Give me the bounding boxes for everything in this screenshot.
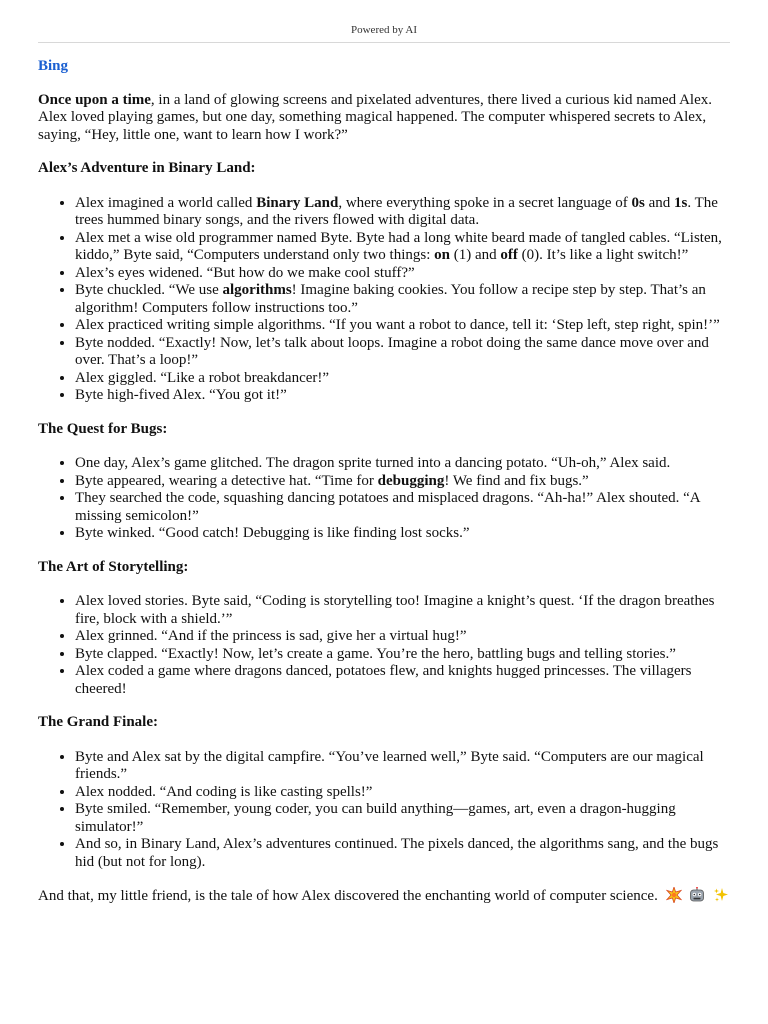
list-item-text: and bbox=[644, 194, 675, 211]
bullet-list bbox=[38, 455, 730, 543]
list-item-text: Byte winked. “Good catch! Debugging is like finding lost socks.” bbox=[75, 525, 470, 541]
sparkles-icon bbox=[713, 887, 729, 903]
list-item-text: They searched the code, squashing dancing potatoes and misplaced dragons. “Ah-ha!” Alex shouted. “A missing semicolon!” bbox=[75, 490, 700, 524]
list-item bbox=[75, 646, 730, 664]
emphasized-term: Binary Land bbox=[256, 194, 339, 211]
intro-paragraph bbox=[38, 92, 730, 145]
list-item bbox=[75, 230, 730, 265]
list-item bbox=[75, 525, 730, 543]
list-item bbox=[75, 593, 730, 628]
list-item bbox=[75, 282, 730, 317]
list-item bbox=[75, 749, 730, 784]
intro-lead: Once upon a time bbox=[38, 91, 151, 108]
list-item bbox=[75, 663, 730, 698]
list-item-text: And so, in Binary Land, Alex’s adventures continued. The pixels danced, the algorithms sang, and the bugs hid (but not for long). bbox=[75, 836, 719, 870]
emphasized-term: 1s bbox=[674, 194, 688, 211]
list-item bbox=[75, 265, 730, 283]
list-item-text: Byte nodded. “Exactly! Now, let’s talk about loops. Imagine a robot doing the same dance move over and over. That’s a loop!” bbox=[75, 334, 709, 368]
list-item-text: One day, Alex’s game glitched. The dragon sprite turned into a dancing potato. “Uh-oh,” Alex said. bbox=[75, 455, 671, 471]
emphasized-term: 0s bbox=[631, 194, 645, 211]
emphasized-term: debugging bbox=[377, 472, 445, 489]
list-item-text: Alex imagined a world called bbox=[75, 194, 257, 211]
list-item bbox=[75, 387, 730, 405]
list-item-text: ! We find and fix bugs.” bbox=[444, 472, 589, 489]
closing-paragraph bbox=[38, 887, 730, 906]
section-heading: Alex’s Adventure in Binary Land: bbox=[38, 160, 256, 176]
section-heading: The Quest for Bugs: bbox=[38, 420, 168, 437]
list-item-text: ! Imagine baking cookies. You follow a recipe step by step. That’s an algorithm! Computers follow instructions too.” bbox=[75, 282, 706, 316]
list-item-text: Byte clapped. “Exactly! Now, let’s create a game. You’re the hero, battling bugs and telling stories.” bbox=[75, 645, 676, 662]
list-item-text: Alex grinned. “And if the princess is sad, give her a virtual hug!” bbox=[75, 628, 467, 644]
closing-text: And that, my little friend, is the tale of how Alex discovered the enchanting world of computer science. bbox=[38, 888, 658, 904]
article bbox=[38, 58, 730, 922]
list-item-text: Alex’s eyes widened. “But how do we make cool stuff?” bbox=[75, 264, 415, 281]
list-item-text: Alex coded a game where dragons danced, potatoes flew, and knights hugged princesses. The villagers cheered! bbox=[75, 663, 692, 697]
list-item-text: Alex met a wise old programmer named Byte. Byte had a long white beard made of tangled cables. “Listen, kiddo,” Byte said, “Computers understand only two things: bbox=[75, 229, 722, 263]
emphasized-term: on bbox=[434, 247, 450, 263]
list-item-text: Alex loved stories. Byte said, “Coding is storytelling too! Imagine a knight’s quest. ‘If the dragon breathes fire, block with a shield.’” bbox=[75, 593, 715, 627]
list-item-text: Byte appeared, wearing a detective hat. “Time for bbox=[75, 472, 378, 489]
list-item-text: Byte chuckled. “We use bbox=[75, 282, 223, 298]
bullet-list bbox=[38, 749, 730, 872]
list-item-text: (0). It’s like a light switch!” bbox=[517, 247, 689, 263]
story-sections bbox=[38, 160, 730, 871]
list-item-text: . The trees hummed binary songs, and the rivers flowed with digital data. bbox=[75, 194, 718, 228]
list-item bbox=[75, 473, 730, 491]
section-heading: The Art of Storytelling: bbox=[38, 558, 189, 575]
section-heading: The Grand Finale: bbox=[38, 714, 159, 730]
list-item-text: Alex giggled. “Like a robot breakdancer!” bbox=[75, 369, 330, 386]
intro-text: , in a land of glowing screens and pixelated adventures, there lived a curious kid named Alex. Alex loved playing games, but one day, something magical happened. The computer whispered secrets to Alex, saying, “Hey, little one, want to learn how I work?” bbox=[38, 91, 713, 143]
list-item bbox=[75, 335, 730, 370]
list-item-text: , where everything spoke in a secret language of bbox=[338, 194, 632, 211]
robot-face-icon bbox=[689, 887, 705, 903]
list-item-text: (1) and bbox=[449, 247, 501, 263]
bullet-list bbox=[38, 593, 730, 698]
list-item bbox=[75, 801, 730, 836]
list-item-text: Alex practiced writing simple algorithms. “If you want a robot to dance, tell it: ‘Step left, step right, spin!’” bbox=[75, 317, 720, 333]
list-item bbox=[75, 370, 730, 388]
list-item-text: Alex nodded. “And coding is like casting spells!” bbox=[75, 783, 373, 800]
list-item bbox=[75, 836, 730, 871]
list-item bbox=[75, 455, 730, 473]
bullet-list bbox=[38, 195, 730, 405]
list-item bbox=[75, 490, 730, 525]
list-item-text: Byte smiled. “Remember, young coder, you can build anything—games, art, even a dragon-hugging simulator!” bbox=[75, 801, 676, 835]
emphasized-term: off bbox=[500, 247, 518, 263]
emphasized-term: algorithms bbox=[222, 282, 292, 298]
list-item bbox=[75, 628, 730, 646]
list-item bbox=[75, 317, 730, 335]
list-item bbox=[75, 784, 730, 802]
list-item-text: Byte and Alex sat by the digital campfire. “You’ve learned well,” Byte said. “Computers are our magical friends.” bbox=[75, 748, 704, 782]
powered-by-label: Powered by AI bbox=[38, 24, 730, 43]
sparkle-burst-icon bbox=[666, 887, 682, 903]
list-item bbox=[75, 195, 730, 230]
list-item-text: Byte high-fived Alex. “You got it!” bbox=[75, 387, 287, 403]
brand-name: Bing bbox=[38, 58, 69, 74]
